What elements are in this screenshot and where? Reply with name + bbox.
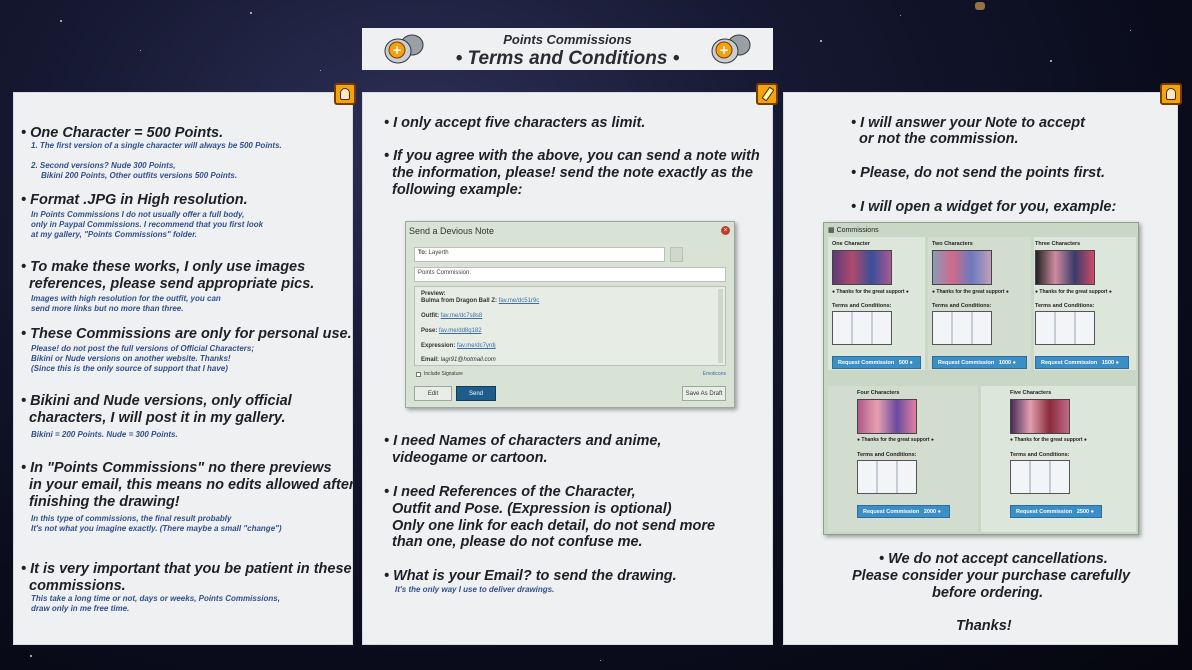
rule-detail: Bikini or Nude versions on another website. Thanks! <box>31 354 231 363</box>
option-name: One Character <box>832 241 870 247</box>
rule-heading: following example: <box>392 182 523 198</box>
thanks-text: ● Thanks for the great support ● <box>932 289 1009 295</box>
preview-label: Preview: <box>421 291 446 297</box>
rule-detail: send more links but no more than three. <box>31 304 184 313</box>
send-button[interactable]: Send <box>456 386 496 401</box>
rule-heading: • We do not accept cancellations. <box>879 551 1108 567</box>
preview-line: Email: lagr91@hotmail.com <box>421 357 496 363</box>
option-name: Three Characters <box>1035 241 1081 247</box>
page-title: • Terms and Conditions • <box>455 48 680 69</box>
preview-link[interactable]: fav.me/dc51r9c <box>498 298 540 304</box>
note-window <box>405 221 735 408</box>
preview-image <box>1010 399 1070 434</box>
thanks-text: ● Thanks for the great support ● <box>1035 289 1112 295</box>
terms-image <box>832 311 892 345</box>
rule-detail: It's not what you imagine exactly. (There maybe a small "change") <box>31 524 282 533</box>
close-icon[interactable]: × <box>721 226 730 235</box>
rule-heading: • Bikini and Nude versions, only official <box>21 393 292 409</box>
pencil-badge-icon <box>756 83 778 105</box>
rule-heading: commissions. <box>29 578 126 594</box>
rule-detail: Images with high resolution for the outfit, you can <box>31 294 221 303</box>
preview-image <box>832 250 892 285</box>
rule-detail: This take a long time or not, days or weeks, Points Commissions, <box>31 594 280 603</box>
terms-image <box>1035 311 1095 345</box>
preview-image <box>932 250 992 285</box>
thanks-text: ● Thanks for the great support ● <box>1010 437 1087 443</box>
rule-heading: • I need References of the Character, <box>384 484 636 500</box>
rule-heading: • In "Points Commissions" no there previews <box>21 460 332 476</box>
rule-detail: Bikini 200 Points, Other outfits versions 500 Points. <box>41 171 238 180</box>
commissions-widget <box>823 222 1139 535</box>
terms-image <box>857 460 917 494</box>
save-draft-button[interactable]: Save As Draft <box>682 386 726 401</box>
to-label: To: <box>418 250 427 256</box>
note-title: Send a Devious Note <box>409 226 495 236</box>
rule-detail: In Points Commissions I do not usually offer a full body, <box>31 210 245 219</box>
rule-heading: • I only accept five characters as limit. <box>384 115 646 131</box>
terms-label: Terms and Conditions: <box>932 303 992 309</box>
subject-field[interactable]: Points Commission. <box>414 267 726 282</box>
preview-line: Outfit: fav.me/dc7s8s8 <box>421 313 483 319</box>
rule-heading: • Please, do not send the points first. <box>851 165 1106 181</box>
preview-link[interactable]: fav.me/dd8g182 <box>439 328 482 334</box>
signature-checkbox[interactable] <box>416 372 421 377</box>
to-value: Layerth <box>428 250 449 256</box>
rule-heading: • To make these works, I only use images <box>21 259 306 275</box>
terms-label: Terms and Conditions: <box>832 303 892 309</box>
rule-heading: or not the commission. <box>859 131 1019 147</box>
rule-detail: only in Paypal Commissions. I recommend that you first look <box>31 220 264 229</box>
user-badge-icon <box>334 83 356 105</box>
thanks-text: ● Thanks for the great support ● <box>857 437 934 443</box>
request-commission-button[interactable]: Request Commission 2500 ● <box>1010 505 1102 518</box>
page-header <box>362 28 773 70</box>
request-commission-button[interactable]: Request Commission 1000 ● <box>932 356 1027 369</box>
rule-heading: characters, I will post it in my gallery. <box>29 410 286 426</box>
rule-detail: It's the only way I use to deliver drawings. <box>395 585 555 594</box>
rule-heading: references, please send appropriate pics. <box>29 276 315 292</box>
signature-label: Include Signature <box>424 371 463 377</box>
thanks-text: Thanks! <box>956 618 1012 634</box>
rule-heading: • I need Names of characters and anime, <box>384 433 662 449</box>
terms-label: Terms and Conditions: <box>1035 303 1095 309</box>
terms-image <box>932 311 992 345</box>
preview-line: Bulma from Dragon Ball Z: fav.me/dc51r9c <box>421 298 540 304</box>
note-body-preview[interactable] <box>414 286 726 366</box>
rule-heading: • I will answer your Note to accept <box>851 115 1085 131</box>
terms-label: Terms and Conditions: <box>1010 452 1070 458</box>
rule-heading: the information, please! send the note exactly as the <box>392 165 753 181</box>
request-commission-button[interactable]: Request Commission 500 ● <box>832 356 921 369</box>
preview-link[interactable]: fav.me/dc7s8s8 <box>440 313 483 319</box>
rule-heading: • It is very important that you be patient in these <box>21 561 352 577</box>
option-name: Five Characters <box>1010 390 1052 396</box>
rule-detail: Please! do not post the full versions of Official Characters; <box>31 344 255 353</box>
rule-heading: Please consider your purchase carefully <box>852 568 1131 584</box>
rule-detail: Bikini = 200 Points. Nude = 300 Points. <box>31 430 178 439</box>
preview-line: Pose: fav.me/dd8g182 <box>421 328 482 334</box>
coin-icon <box>709 33 755 65</box>
user-badge-icon <box>1160 83 1182 105</box>
option-name: Four Characters <box>857 390 900 396</box>
rule-detail: draw only in me free time. <box>31 604 130 613</box>
rule-heading: • If you agree with the above, you can send a note with <box>384 148 760 164</box>
rule-heading: Only one link for each detail, do not send more <box>392 518 716 534</box>
widget-icon: ▦ <box>828 227 835 234</box>
svg-text:+: + <box>391 43 403 57</box>
header-subtitle: Points Commissions <box>503 32 632 47</box>
preview-link[interactable]: fav.me/dc7yrdj <box>457 343 496 349</box>
coin-icon <box>382 33 428 65</box>
rule-heading: • What is your Email? to send the drawing. <box>384 568 677 584</box>
preview-image <box>1035 250 1095 285</box>
svg-text:+: + <box>718 43 730 57</box>
rule-heading: in your email, this means no edits allowed after <box>29 477 355 493</box>
rule-heading: • Format .JPG in High resolution. <box>21 192 248 208</box>
request-commission-button[interactable]: Request Commission 2000 ● <box>857 505 950 518</box>
recipient-picker-icon[interactable] <box>670 247 683 262</box>
rule-detail: at my gallery, "Points Commissions" folder. <box>31 230 197 239</box>
preview-line: Expression: fav.me/dc7yrdj <box>421 343 496 349</box>
terms-image <box>1010 460 1070 494</box>
emoticons-link[interactable]: Emoticons <box>702 371 726 377</box>
rule-heading: before ordering. <box>932 585 1044 601</box>
option-name: Two Characters <box>932 241 973 247</box>
rule-heading: Outfit and Pose. (Expression is optional) <box>392 501 672 517</box>
rule-heading: videogame or cartoon. <box>392 450 548 466</box>
rule-detail: 2. Second versions? Nude 300 Points, <box>31 161 176 170</box>
to-field[interactable] <box>414 247 665 262</box>
edit-button[interactable]: Edit <box>414 386 452 401</box>
widget-title: ▦ Commissions <box>828 227 879 234</box>
rule-detail: In this type of commissions, the final result probably <box>31 514 232 523</box>
rule-detail: 1. The first version of a single character will always be 500 Points. <box>31 141 282 150</box>
request-commission-button[interactable]: Request Commission 1500 ● <box>1035 356 1129 369</box>
preview-image <box>857 399 917 434</box>
rule-heading: • One Character = 500 Points. <box>21 125 224 141</box>
scrollbar[interactable] <box>718 289 723 363</box>
rule-heading: than one, please do not confuse me. <box>392 534 643 550</box>
rule-detail: (Since this is the only source of support that I have) <box>31 364 228 373</box>
thanks-text: ● Thanks for the great support ● <box>832 289 909 295</box>
rule-heading: finishing the drawing! <box>29 494 180 510</box>
rule-heading: • I will open a widget for you, example: <box>851 199 1117 215</box>
rule-heading: • These Commissions are only for personal use. <box>21 326 352 342</box>
terms-label: Terms and Conditions: <box>857 452 917 458</box>
